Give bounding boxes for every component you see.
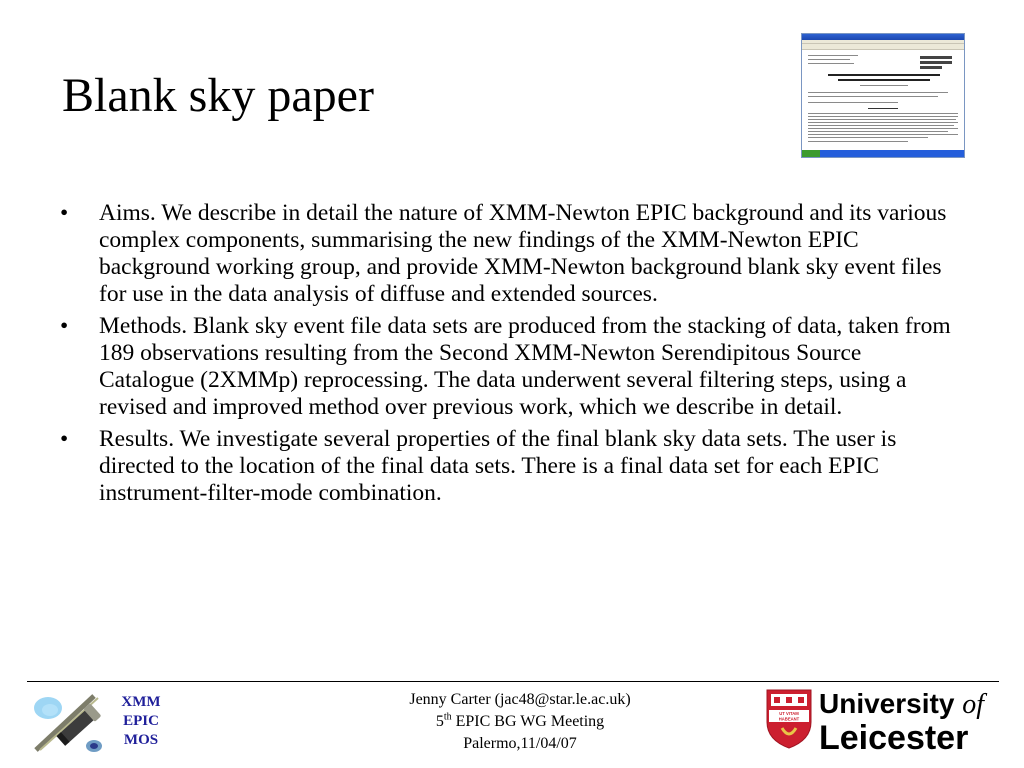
bullet-list: [60, 200, 960, 512]
bullet-marker: •: [60, 313, 69, 339]
university-logo: [765, 688, 1005, 757]
paper-thumbnail: [801, 33, 965, 158]
meeting-name: EPIC BG WG Meeting: [451, 713, 605, 730]
bullet-text: Results. We investigate several properties of the final blank sky data sets. The user is directed to the location of the final data sets. There is a final data set for each EPIC instrument-filter-mode combination.: [99, 426, 897, 506]
thumbnail-start-button: [802, 150, 820, 157]
logo-line: EPIC: [123, 713, 159, 729]
svg-text:HABEANT: HABEANT: [778, 716, 800, 722]
meeting-line: [360, 711, 680, 733]
bullet-text: Methods. Blank sky event file data sets are produced from the stacking of data, taken from 189 observations resulting from the Second XMM-Newton Serendipitous Source Catalogue (2XMMp) reprocessing. The data underwent several filtering steps, using a revised and improved method over previous work, which we describe in detail.: [99, 313, 951, 420]
thumbnail-document: [802, 50, 964, 150]
footer-text: [360, 689, 680, 755]
logo-line: MOS: [123, 732, 159, 748]
bullet-marker: •: [60, 200, 69, 226]
bullet-item-aims: [60, 200, 960, 308]
university-of: of: [962, 689, 984, 720]
meeting-suffix: th: [443, 711, 452, 723]
svg-text:UT VITAM: UT VITAM: [779, 711, 799, 716]
logo-line: XMM: [121, 694, 161, 710]
meeting-number: 5: [435, 713, 444, 730]
university-word: University: [819, 688, 955, 719]
university-name: [819, 688, 984, 755]
location-date: Palermo,11/04/07: [463, 735, 577, 752]
footer-divider: [27, 681, 999, 682]
bullet-text: Aims. We describe in detail the nature of XMM-Newton EPIC background and its various complex components, summarising the new findings of the XMM-Newton EPIC background working group, and provide XMM-Newton background blank sky event files for use in the data analysis of diffuse and extended sources.: [99, 200, 947, 307]
xmm-satellite-icon: [28, 688, 114, 758]
university-leicester: Leicester: [819, 719, 969, 757]
thumbnail-taskbar: [802, 150, 964, 157]
bullet-item-methods: [60, 313, 960, 421]
author-line: Jenny Carter (jac48@star.le.ac.uk): [409, 691, 631, 708]
university-crest-icon: [765, 688, 813, 750]
slide-title: Blank sky paper: [62, 69, 374, 122]
bullet-marker: •: [60, 426, 69, 452]
xmm-epic-mos-logo: [108, 693, 174, 750]
bullet-item-results: [60, 426, 960, 507]
journal-logo: [920, 56, 952, 70]
